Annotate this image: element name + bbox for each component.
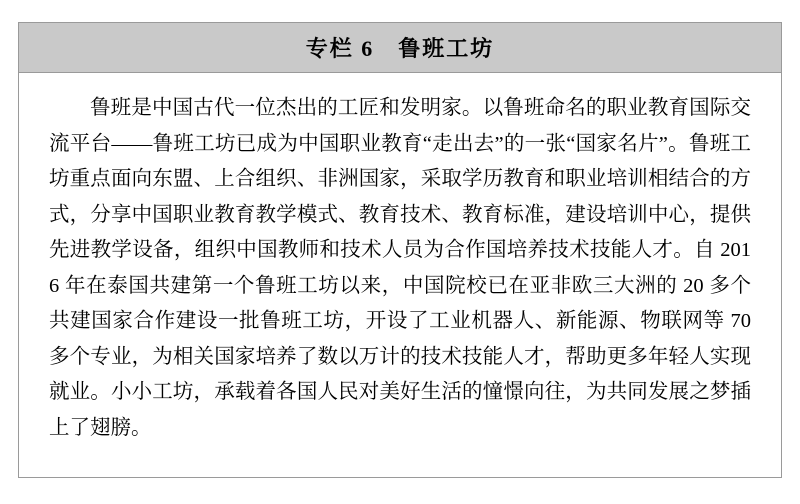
feature-box (18, 22, 782, 478)
feature-box-title: 专栏 6 鲁班工坊 (305, 36, 495, 61)
feature-box-header (19, 23, 781, 73)
feature-box-body (19, 73, 781, 477)
feature-box-paragraph: 鲁班是中国古代一位杰出的工匠和发明家。以鲁班命名的职业教育国际交流平台——鲁班工坊已成为中国职业教育“走出去”的一张“国家名片”。鲁班工坊重点面向东盟、上合组织、非洲国家，采取学历教育和职业培训相结合的方式，分享中国职业教育教学模式、教育技术、教育标准，建设培训中心，提供先进教学设备，组织中国教师和技术人员为合作国培养技术技能人才。自 2016 年在泰国共建第一个鲁班工坊以来，中国院校已在亚非欧三大洲的 20 多个共建国家合作建设一批鲁班工坊，开设了工业机器人、新能源、物联网等 70 多个专业，为相关国家培养了数以万计的技术技能人才，帮助更多年轻人实现就业。小小工坊，承载着各国人民对美好生活的憧憬向往，为共同发展之梦插上了翅膀。 (49, 97, 751, 439)
